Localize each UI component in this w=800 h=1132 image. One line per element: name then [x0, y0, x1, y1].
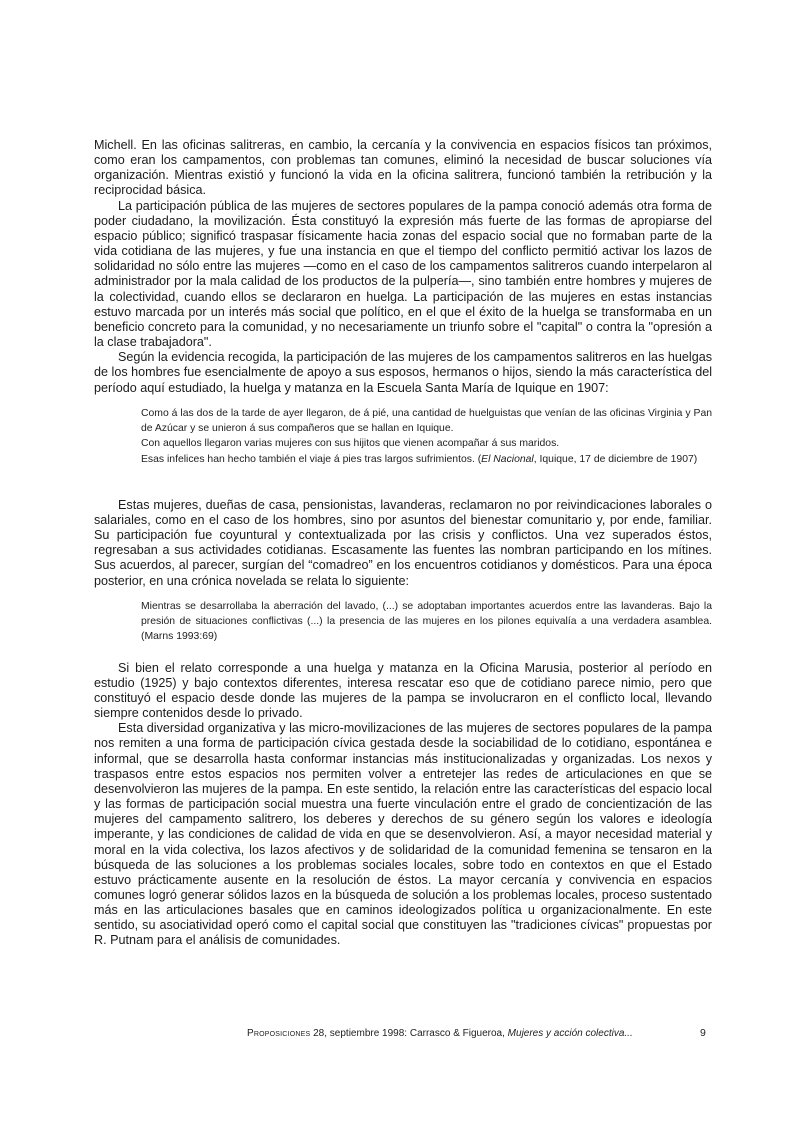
journal-name: Proposiciones: [247, 1028, 311, 1039]
page-footer: [247, 1027, 707, 1040]
source-title: El Nacional: [481, 453, 534, 465]
footer-citation: 28, septiembre 1998: Carrasco & Figueroa,: [310, 1028, 508, 1039]
body-text: [94, 138, 712, 949]
quote-line: Como á las dos de la tarde de ayer llegaron, de á pié, una cantidad de huelguistas que venían de las oficinas Virginia y Pan de Azúcar y se unieron á sus compañeros que se hallan en Iquique.: [141, 407, 712, 434]
quote-line: Mientras se desarrollaba la aberración del lavado, (...) se adoptaban importantes acuerdos entre las lavanderas. Bajo la presión de situaciones conflictivas (...) la presencia de las mujeres en los pilones equivalía a una verdadera asamblea. (Marns 1993:69): [141, 600, 712, 643]
paragraph: Según la evidencia recogida, la participación de las mujeres de los campamentos salitreros en las huelgas de los hombres fue esencialmente de apoyo a sus esposos, hermanos o hijos, siendo la más característica del período aquí estudiado, la huelga y matanza en la Escuela Santa María de Iquique en 1907:: [94, 350, 712, 395]
quote-text: Esas infelices han hecho también el viaje á pies tras largos sufrimientos. (: [141, 453, 482, 465]
block-quote: [141, 406, 712, 467]
quote-line: Con aquellos llegaron varias mujeres con sus hijitos que vienen acompañar á sus maridos.: [141, 438, 560, 450]
article-title: Mujeres y acción colectiva...: [507, 1028, 633, 1039]
block-quote: [141, 599, 712, 645]
paragraph: Si bien el relato corresponde a una huelga y matanza en la Oficina Marusia, posterior al período en estudio (1925) y bajo contextos diferentes, interesa rescatar eso que de cotidiano parece nimio, pero que constituyó el espacio desde donde las mujeres de la pampa se involucraron en el conflicto local, llevando siempre contenidos desde lo privado.: [94, 660, 712, 721]
quote-line: [141, 452, 712, 467]
page-number: 9: [700, 1027, 706, 1039]
paragraph: Michell. En las oficinas salitreras, en cambio, la cercanía y la convivencia en espacios físicos tan próximos, como eran los campamentos, con problemas tan comunes, eliminó la necesidad de buscar soluciones vía organización. Mientras existió y funcionó la vida en la oficina salitrera, funcionó también la retribución y la reciprocidad básica.: [94, 138, 712, 198]
paragraph: Esta diversidad organizativa y las micro-movilizaciones de las mujeres de sectores populares de la pampa nos remiten a una forma de participación cívica gestada desde la sociabilidad de lo cotidiano, espontánea e informal, que se desarrolla hasta conformar instancias más institucionalizadas y organizadas. Los nexos y traspasos entre estos espacios nos permiten volver a entretejer las redes de articulaciones en que se desenvolvieron las mujeres de la pampa. En este sentido, la relación entre las características del espacio local y las formas de participación social muestra una fuerte vinculación entre el grado de concientización de las mujeres del campamento salitrero, los deberes y derechos de su género según los valores e ideología imperante, y las condiciones de calidad de vida en que se desenvolvieron. Así, a mayor necesidad material y moral en la vida colectiva, los lazos afectivos y de solidaridad de la comunidad femenina se tensaron en la búsqueda de las soluciones a los problemas sociales locales, sobre todo en contextos en que el Estado estuvo prácticamente ausente en la resolución de éstos. La mayor cercanía y convivencia en espacios comunes logró generar sólidos lazos en la búsqueda de solución a los problemas locales, proceso sustentado más en las articulaciones basales que en caminos ideologizados política u organizacionalmente. En este sentido, su asociatividad operó como el capital social que constituyen las "tradiciones cívicas" propuestas por R. Putnam para el análisis de comunidades.: [94, 721, 712, 948]
paragraph: Estas mujeres, dueñas de casa, pensionistas, lavanderas, reclamaron no por reivindicaciones laborales o salariales, como en el caso de los hombres, sino por asuntos del bienestar comunitario y, por ende, familiar. Su participación fue coyuntural y contextualizada por las crisis y conflictos. Una vez superados éstos, regresaban a sus actividades cotidianas. Escasamente las fuentes las nombran participando en los mítines. Sus acuerdos, al parecer, surgían del “comadreo” en los encuentros cotidianos y domésticos. Para una época posterior, en una crónica novelada se relata lo siguiente:: [94, 497, 712, 588]
quote-text: , Iquique, 17 de diciembre de 1907): [533, 453, 698, 465]
paragraph: La participación pública de las mujeres de sectores populares de la pampa conoció además otra forma de poder ciudadano, la movilización. Ésta constituyó la expresión más fuerte de las formas de apropiarse del espacio público; significó traspasar físicamente hacia zonas del espacio social que no formaban parte de la vida cotidiana de las mujeres, y fue una instancia en que el tiempo del conflicto permitió activar los lazos de solidaridad no sólo entre las mujeres —como en el caso de los campamentos salitreros cuando interpelaron al administrador por la mala calidad de los productos de la pulpería—, sino también entre hombres y mujeres de la colectividad, cuando ellos se declararon en huelga. La participación de las mujeres en estas instancias estuvo marcada por un interés más social que político, en el que el éxito de la huelga se transformaba en un beneficio concreto para la comunidad, y no necesariamente un triunfo sobre el "capital" o contra la "opresión a la clase trabajadora".: [94, 198, 712, 350]
